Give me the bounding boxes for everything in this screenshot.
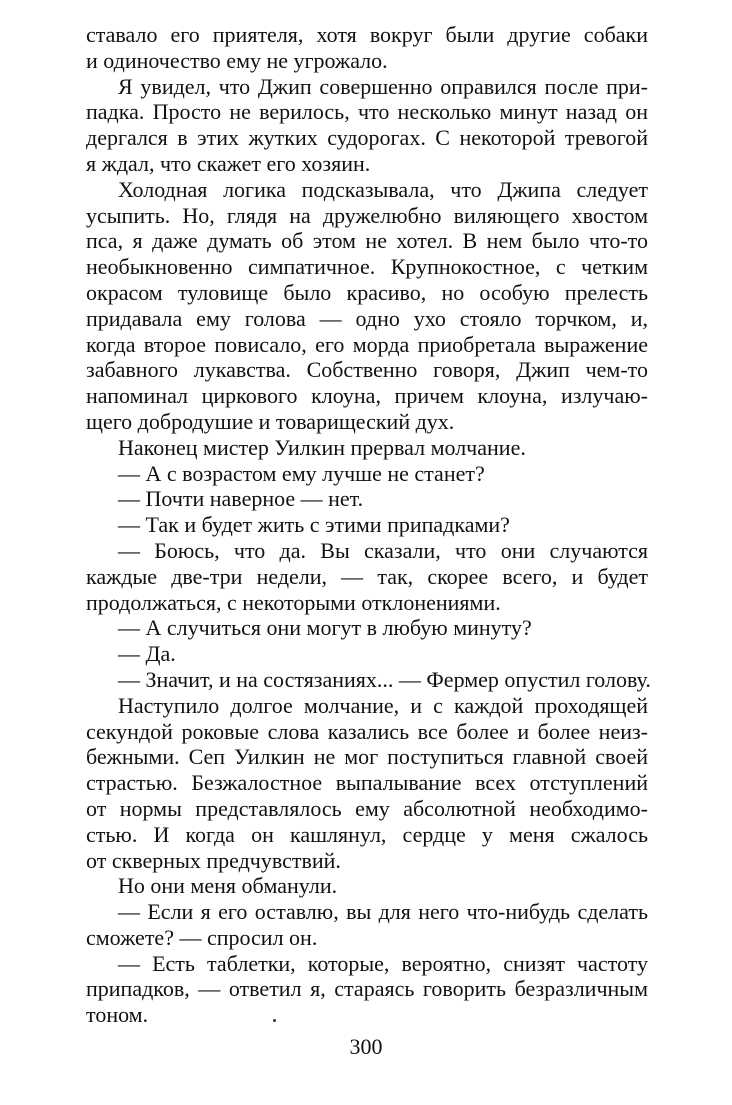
text-line: ставало его приятеля, хотя вокруг были другие собаки <box>86 22 648 47</box>
text-line: — Да. <box>118 641 176 667</box>
print-speck <box>273 1019 276 1022</box>
text-line: — А с возрастом ему лучше не станет? <box>118 460 485 486</box>
text-line: секундой роковые слова казались все более и более неиз- <box>86 718 648 744</box>
text-line: щего добродушие и товарищеский дух. <box>86 408 455 434</box>
text-line: — Есть таблетки, которые, вероятно, снизят частоту <box>118 950 648 976</box>
text-line: падка. Просто не верилось, что несколько минут назад он <box>86 99 648 125</box>
text-line: страстью. Безжалостное выпалывание всех отступлений <box>86 770 648 796</box>
text-line: усыпить. Но, глядя на дружелюбно виляющего хвостом <box>86 202 648 228</box>
text-line: дергался в этих жутких судорогах. С некоторой тревогой <box>86 125 648 151</box>
text-line: Холодная логика подсказывала, что Джипа следует <box>118 176 648 202</box>
text-line: каждые две-три недели, — так, скорее всего, и будет <box>86 563 648 589</box>
text-line: Наступило долгое молчание, и с каждой проходящей <box>118 692 648 718</box>
text-line: Но они меня обманули. <box>118 873 338 899</box>
text-line: напоминал циркового клоуна, причем клоуна, излучаю- <box>86 383 648 409</box>
page-number: 300 <box>349 1034 383 1059</box>
text-line: когда второе повисало, его морда приобретала выражение <box>86 331 648 357</box>
text-line: придавала ему голова — одно ухо стояло торчком, и, <box>86 305 648 331</box>
text-line: от скверных предчувствий. <box>86 847 341 873</box>
body-text <box>86 22 651 1028</box>
text-line: стью. И когда он кашлянул, сердце у меня сжалось <box>86 821 648 847</box>
text-line: пса, я даже думать об этом не хотел. В нем было что-то <box>86 228 648 254</box>
text-line: бежными. Сеп Уилкин не мог поступиться главной своей <box>86 744 648 770</box>
text-line: припадков, — ответил я, стараясь говорить безразличным <box>86 976 648 1002</box>
text-line: я ждал, что скажет его хозяин. <box>86 150 371 176</box>
text-line: сможете? — спросил он. <box>86 924 318 950</box>
text-line: и одиночество ему не угрожало. <box>86 47 388 73</box>
text-line: — А случиться они могут в любую минуту? <box>118 615 532 641</box>
text-line: — Почти наверное — нет. <box>118 486 364 512</box>
text-line: — Если я его оставлю, вы для него что-нибудь сделать <box>118 899 648 925</box>
text-line: Я увидел, что Джип совершенно оправился после при- <box>118 73 648 99</box>
text-line: необыкновенно симпатичное. Крупнокостное, с четким <box>86 254 648 280</box>
text-line: от нормы представлялось ему абсолютной необходимо- <box>86 795 648 821</box>
text-line: забавного лукавства. Собственно говоря, Джип чем-то <box>86 357 648 383</box>
text-line: — Так и будет жить с этими припадками? <box>118 512 510 538</box>
text-line: — Боюсь, что да. Вы сказали, что они случаются <box>118 537 648 563</box>
text-line: Наконец мистер Уилкин прервал молчание. <box>118 434 526 460</box>
text-line: окрасом туловище было красиво, но особую прелесть <box>86 279 648 305</box>
text-line: тоном. <box>86 1002 149 1028</box>
text-line: продолжаться, с некоторыми отклонениями. <box>86 589 501 615</box>
text-line: — Значит, и на состязаниях... — Фермер опустил голову. <box>118 666 651 692</box>
